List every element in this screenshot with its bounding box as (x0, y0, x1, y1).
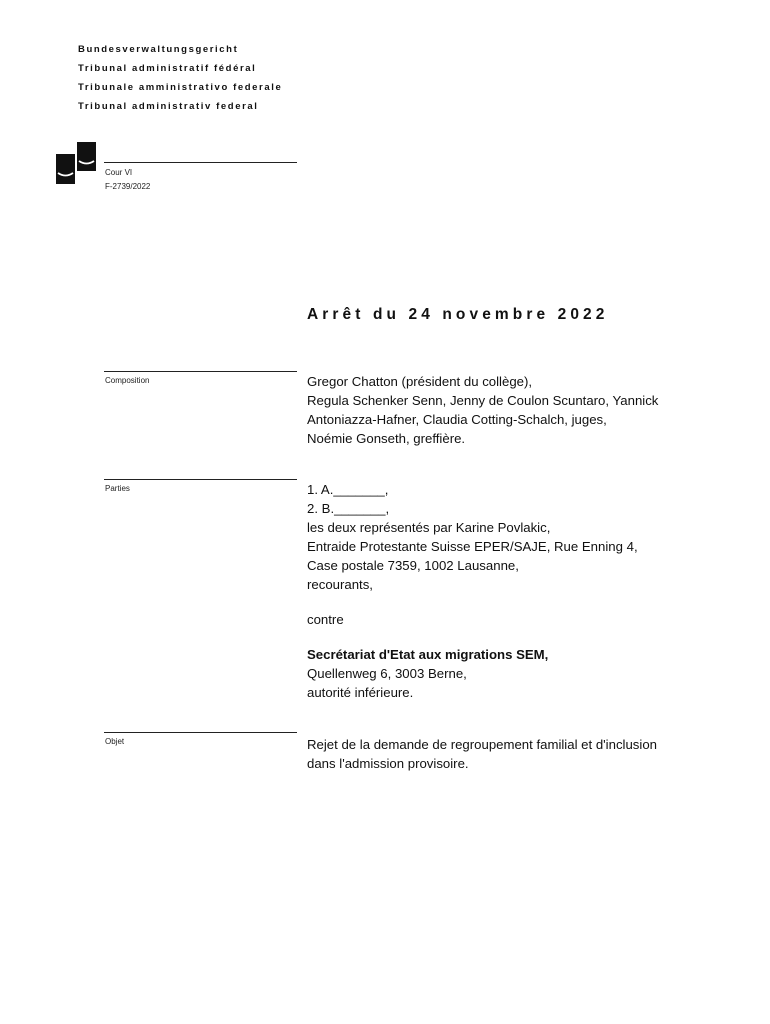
composition-line: Regula Schenker Senn, Jenny de Coulon Scuntaro, Yannick (307, 393, 659, 408)
versus-text: contre (307, 612, 344, 627)
appellant-line: 1. A._______, (307, 482, 389, 497)
case-number: F-2739/2022 (105, 182, 151, 191)
court-name-fr: Tribunal administratif fédéral (78, 63, 257, 74)
composition-label: Composition (105, 376, 150, 385)
court-division: Cour VI (105, 168, 133, 177)
appellant-line: les deux représentés par Karine Povlakic, (307, 520, 551, 535)
subject-divider (104, 732, 297, 733)
reference-divider (104, 162, 297, 163)
parties-divider (104, 479, 297, 480)
composition-line: Noémie Gonseth, greffière. (307, 431, 466, 446)
appellant-line: Case postale 7359, 1002 Lausanne, (307, 558, 519, 573)
composition-line: Gregor Chatton (président du collège), (307, 374, 533, 389)
subject-line: Rejet de la demande de regroupement familial et d'inclusion (307, 737, 657, 752)
authority-name: Secrétariat d'Etat aux migrations SEM, (307, 647, 549, 662)
authority-line: Quellenweg 6, 3003 Berne, (307, 666, 467, 681)
court-name-rm: Tribunal administrativ federal (78, 101, 259, 112)
subject-label: Objet (105, 737, 125, 746)
reference-block (105, 166, 150, 194)
ruling-title: Arrêt du 24 novembre 2022 (307, 306, 609, 323)
court-name-de: Bundesverwaltungsgericht (78, 44, 239, 55)
appellant-line: 2. B._______, (307, 501, 390, 516)
parties-body (307, 480, 707, 702)
court-names (78, 40, 282, 116)
subject-line: dans l'admission provisoire. (307, 756, 469, 771)
parties-label: Parties (105, 484, 130, 493)
authority-line: autorité inférieure. (307, 685, 414, 700)
appellant-line: Entraide Protestante Suisse EPER/SAJE, Rue Enning 4, (307, 539, 638, 554)
court-logo-icon (56, 142, 96, 186)
court-name-it: Tribunale amministrativo federale (78, 82, 283, 93)
composition-divider (104, 371, 297, 372)
composition-line: Antoniazza-Hafner, Claudia Cotting-Schalch, juges, (307, 412, 607, 427)
appellant-line: recourants, (307, 577, 373, 592)
composition-body (307, 372, 707, 448)
subject-body (307, 735, 707, 773)
